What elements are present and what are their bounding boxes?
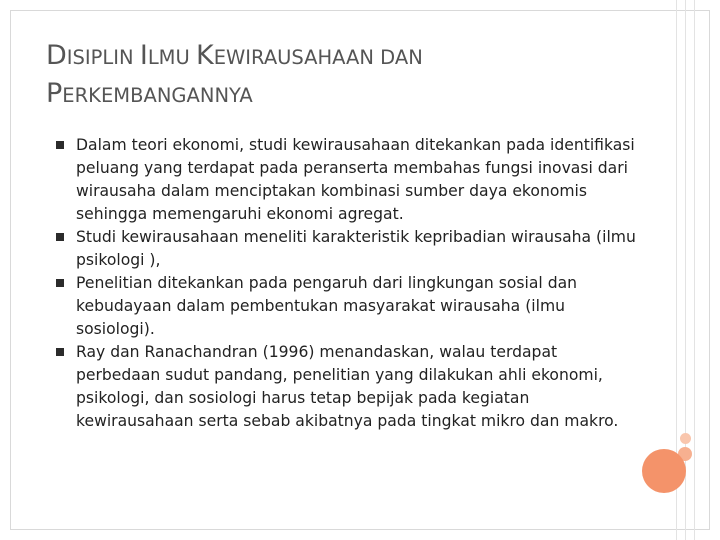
decorative-circle-large [642,449,686,493]
title-word-2: ILMU [139,40,196,71]
bullet-text: Dalam teori ekonomi, studi kewirausahaan ditekankan pada identifikasi peluang yang terdapat pada peranserta membahas fungsi inovasi dari wirausaha dalam menciptakan kombinasi sumber daya ekonomis sehingga memengaruhi ekonomi agregat. [76,136,635,223]
title-word-3: KEWIRAUSAHAAN DAN [195,40,423,71]
bullet-item [56,341,636,433]
decorative-line [694,0,695,540]
decorative-circle-small [680,433,691,444]
bullet-item [56,272,636,341]
bullet-item [56,226,636,272]
bullet-text: Studi kewirausahaan meneliti karakteristik kepribadian wirausaha (ilmu psikologi ), [76,228,636,269]
title-word-4: PERKEMBANGANNYA [46,78,253,109]
bullet-text: Penelitian ditekankan pada pengaruh dari lingkungan sosial dan kebudayaan dalam pembentukan masyarakat wirausaha (ilmu sosiologi). [76,274,578,338]
square-bullet-icon [56,141,64,149]
bullet-list [56,134,636,433]
title-word-1: DISIPLIN [46,40,140,71]
bullet-text: Ray dan Ranachandran (1996) menandaskan, walau terdapat perbedaan sudut pandang, penelitian yang dilakukan ahli ekonomi, psikologi, dan sosiologi harus tetap bepijak pada kegiatan kewirausahaan serta sebab akibatnya pada tingkat mikro dan makro. [76,343,619,430]
square-bullet-icon [56,279,64,287]
bullet-item [56,134,636,226]
square-bullet-icon [56,348,64,356]
square-bullet-icon [56,233,64,241]
slide-title [46,38,646,114]
